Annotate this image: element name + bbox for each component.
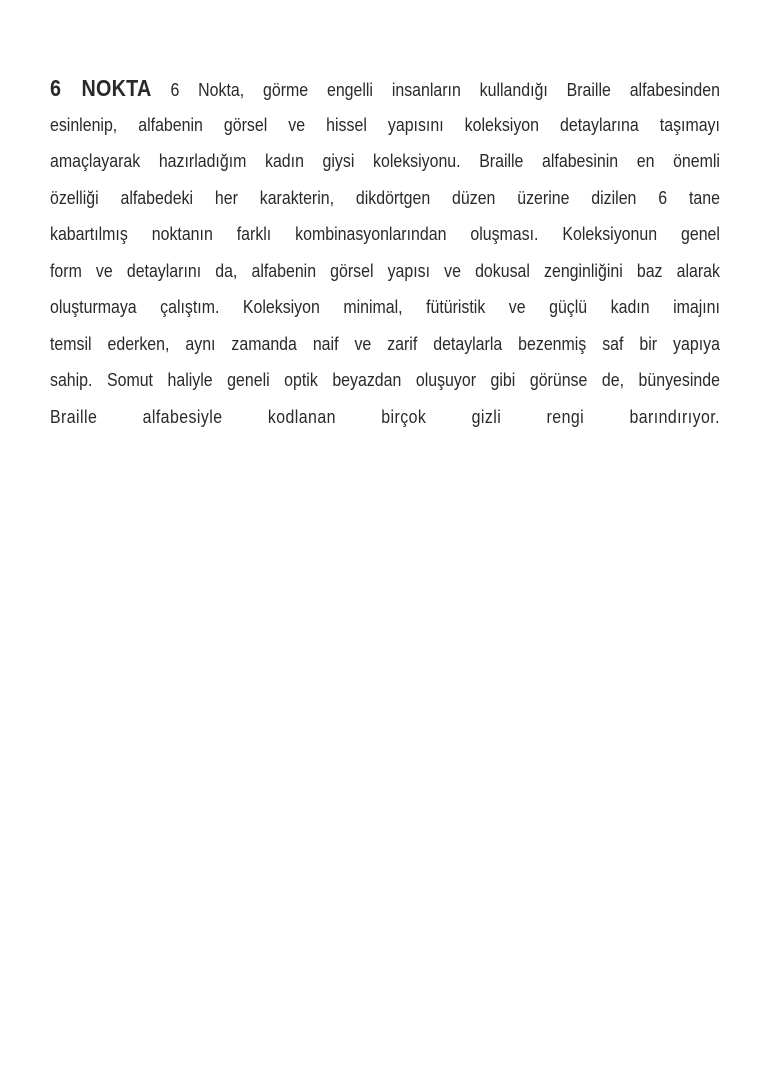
text-line-1-content: 6 Nokta, görme engelli insanların kullandığı Braille alfabesinden: [170, 79, 720, 100]
text-line-6: form ve detaylarını da, alfabenin görsel yapısı ve dokusal zenginliğini baz alarak: [50, 259, 720, 281]
text-line-7: oluşturmaya çalıştım. Koleksiyon minimal, fütüristik ve güçlü kadın imajını: [50, 296, 720, 317]
text-line-5: kabartılmış noktanın farklı kombinasyonlarından oluşması. Koleksiyonun genel: [50, 223, 720, 244]
text-line-1: [50, 70, 720, 107]
article-body: [50, 70, 720, 435]
article-title: 6 NOKTA: [50, 75, 152, 101]
text-line-3: amaçlayarak hazırladığım kadın giysi koleksiyonu. Braille alfabesinin en önemli: [50, 150, 720, 171]
text-line-4: özelliği alfabedeki her karakterin, dikdörtgen düzen üzerine dizilen 6 tane: [50, 186, 720, 208]
text-line-2: esinlenip, alfabenin görsel ve hissel yapısını koleksiyon detaylarına taşımayı: [50, 113, 720, 135]
text-line-10: Braille alfabesiyle kodlanan birçok gizli rengi barındırıyor.: [50, 405, 720, 427]
text-line-9: sahip. Somut haliyle geneli optik beyazdan oluşuyor gibi görünse de, bünyesinde: [50, 369, 720, 390]
text-line-8: temsil ederken, aynı zamanda naif ve zarif detaylarla bezenmiş saf bir yapıya: [50, 332, 720, 354]
